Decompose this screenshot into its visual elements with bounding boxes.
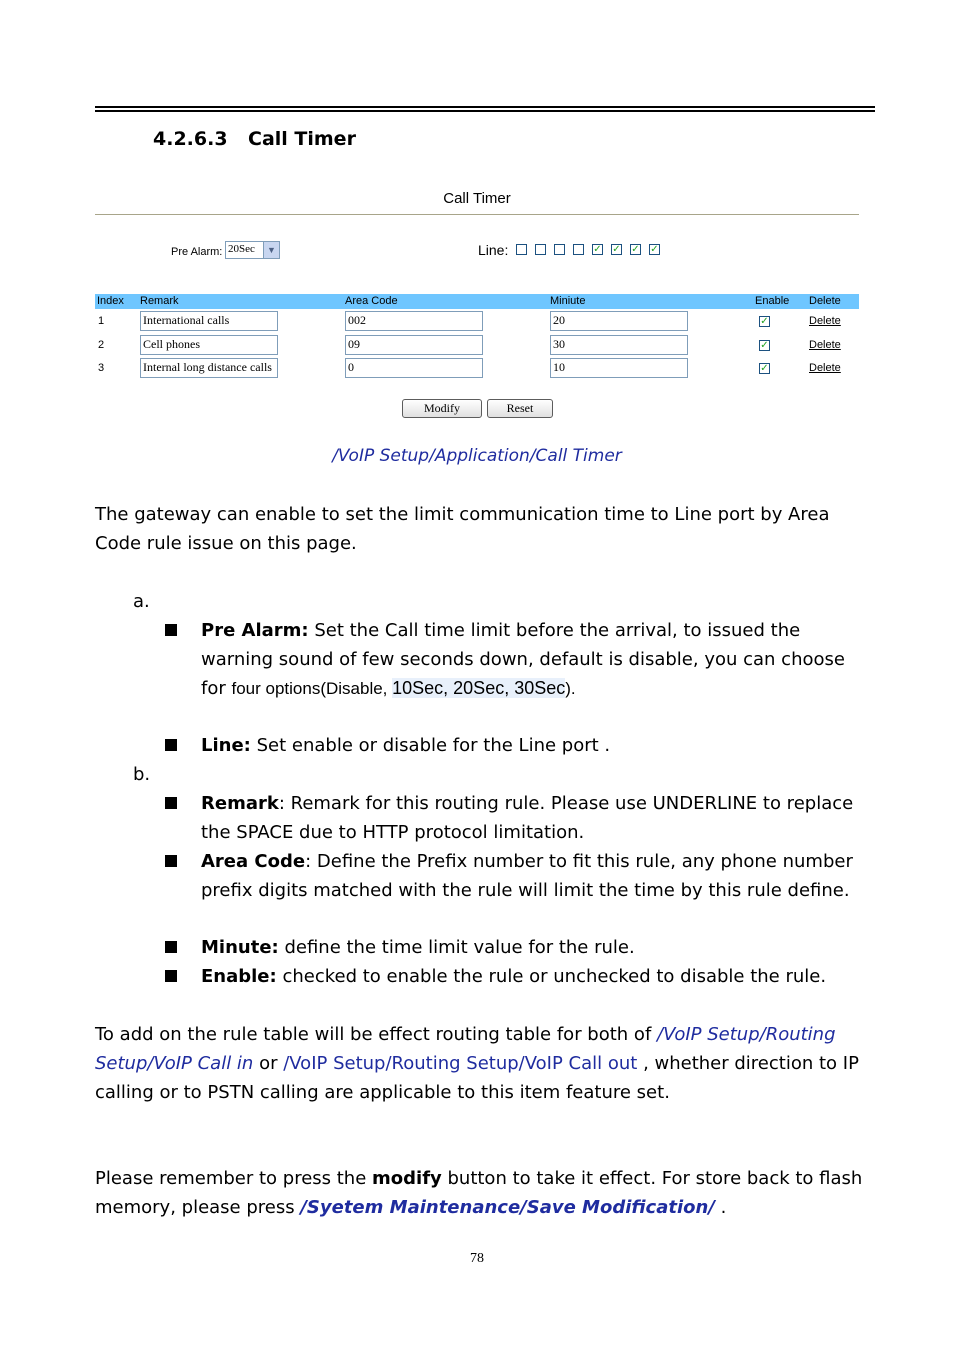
section-heading bbox=[153, 128, 356, 150]
remark-description bbox=[201, 789, 871, 847]
modify-term: modify bbox=[372, 1168, 442, 1189]
term: Enable: bbox=[201, 966, 277, 987]
text: . bbox=[714, 1197, 727, 1218]
header-minute: Miniute bbox=[550, 295, 586, 307]
save-modification-link[interactable]: /Syetem Maintenance/Save Modification/ bbox=[300, 1197, 715, 1218]
line-label: Line: bbox=[478, 242, 509, 258]
line-checkbox[interactable]: ✓ bbox=[650, 244, 659, 255]
options-highlight: 10Sec, 20Sec, 30Sec bbox=[392, 678, 566, 698]
bullet-icon bbox=[165, 941, 177, 953]
header-area-code: Area Code bbox=[345, 295, 398, 307]
header-remark: Remark bbox=[140, 295, 179, 307]
text: Please remember to press the bbox=[95, 1168, 373, 1189]
minute-input[interactable]: 10 bbox=[550, 358, 688, 378]
term: Area Code bbox=[201, 851, 306, 872]
row-index: 2 bbox=[98, 339, 105, 351]
delete-link[interactable]: Delete bbox=[809, 339, 841, 351]
routing-link-call-out[interactable]: /VoIP Setup/Routing Setup/VoIP Call out bbox=[283, 1053, 638, 1074]
remark-input[interactable]: Internal long distance calls bbox=[140, 358, 278, 378]
enable-checkbox[interactable]: ✓ bbox=[760, 363, 769, 374]
modify-button[interactable]: Modify bbox=[402, 399, 482, 418]
header-index: Index bbox=[97, 295, 124, 307]
bullet-icon bbox=[165, 855, 177, 867]
delete-link[interactable]: Delete bbox=[809, 362, 841, 374]
pre-alarm-select[interactable] bbox=[225, 241, 280, 259]
options-text: four options(Disable, bbox=[231, 679, 393, 698]
area-code-input[interactable]: 09 bbox=[345, 335, 483, 355]
top-rule bbox=[95, 106, 875, 108]
bullet-icon bbox=[165, 624, 177, 636]
remark-input[interactable]: Cell phones bbox=[140, 335, 278, 355]
screenshot-title: Call Timer bbox=[443, 190, 511, 207]
enable-checkbox[interactable]: ✓ bbox=[760, 316, 769, 327]
section-number: 4.2.6.3 bbox=[153, 128, 228, 150]
intro-paragraph: The gateway can enable to set the limit communication time to Line port by Area Code rule issue on this page. bbox=[95, 504, 830, 554]
line-checkbox[interactable]: ✓ bbox=[593, 244, 602, 255]
enable-description bbox=[201, 962, 871, 991]
delete-link[interactable]: Delete bbox=[809, 315, 841, 327]
desc: Set the Call time limit before the arrival, to issued the warning sound of few seconds down, default is disable, you can choose for bbox=[201, 620, 845, 699]
row-index: 3 bbox=[98, 362, 105, 374]
line-checkbox[interactable] bbox=[535, 244, 546, 255]
figure-caption: /VoIP Setup/Application/Call Timer bbox=[332, 446, 622, 466]
desc: : Remark for this routing rule. Please use UNDERLINE to replace the SPACE due to HTTP protocol limitation. bbox=[201, 793, 854, 843]
top-rule-second bbox=[95, 110, 875, 112]
term: Minute: bbox=[201, 937, 279, 958]
line-checkbox[interactable] bbox=[516, 244, 527, 255]
bullet-icon bbox=[165, 797, 177, 809]
pre-alarm-description bbox=[201, 616, 871, 703]
routing-paragraph bbox=[95, 1020, 875, 1107]
minute-description bbox=[201, 933, 871, 962]
line-checkbox[interactable]: ✓ bbox=[612, 244, 621, 255]
line-checkbox[interactable]: ✓ bbox=[631, 244, 640, 255]
line-checkbox[interactable] bbox=[573, 244, 584, 255]
list-label-a: a. bbox=[133, 591, 150, 612]
desc: checked to enable the rule or unchecked to disable the rule. bbox=[276, 966, 827, 987]
section-title: Call Timer bbox=[248, 128, 356, 150]
page-number: 78 bbox=[470, 1251, 484, 1266]
term: Remark bbox=[201, 793, 279, 814]
bullet-icon bbox=[165, 739, 177, 751]
bullet-icon bbox=[165, 970, 177, 982]
text: , whether direction to IP calling or to PSTN calling are applicable to this item feature set. bbox=[95, 1053, 859, 1103]
header-enable: Enable bbox=[755, 295, 790, 307]
text: button to take it effect. For store back to flash memory, please press bbox=[95, 1168, 863, 1218]
remember-paragraph bbox=[95, 1164, 875, 1222]
list-label-b: b. bbox=[133, 764, 151, 785]
desc: : Define the Prefix number to fit this rule, any phone number prefix digits matched with the rule will limit the time by this rule define. bbox=[201, 851, 853, 901]
area-code-description bbox=[201, 847, 871, 905]
chevron-down-icon[interactable]: ▼ bbox=[263, 242, 279, 258]
term: Pre Alarm: bbox=[201, 620, 309, 641]
text: or bbox=[253, 1053, 284, 1074]
area-code-input[interactable]: 002 bbox=[345, 311, 483, 331]
minute-input[interactable]: 20 bbox=[550, 311, 688, 331]
remark-input[interactable]: International calls bbox=[140, 311, 278, 331]
line-checkbox[interactable] bbox=[554, 244, 565, 255]
term: Line: bbox=[201, 735, 251, 756]
desc: define the time limit value for the rule. bbox=[278, 937, 635, 958]
table-header bbox=[95, 294, 859, 309]
header-delete: Delete bbox=[809, 295, 841, 307]
line-description bbox=[201, 731, 871, 760]
screenshot-divider bbox=[95, 214, 859, 215]
desc: Set enable or disable for the Line port . bbox=[250, 735, 611, 756]
routing-link-call-in[interactable]: /VoIP Setup/Routing Setup/VoIP Call in bbox=[95, 1024, 836, 1074]
minute-input[interactable]: 30 bbox=[550, 335, 688, 355]
options-end: ). bbox=[565, 679, 576, 698]
enable-checkbox[interactable]: ✓ bbox=[760, 340, 769, 351]
pre-alarm-label: Pre Alarm: bbox=[171, 246, 223, 258]
pre-alarm-value: 20Sec bbox=[228, 243, 255, 255]
area-code-input[interactable]: 0 bbox=[345, 358, 483, 378]
reset-button[interactable]: Reset bbox=[487, 399, 553, 418]
row-index: 1 bbox=[98, 315, 105, 327]
text: To add on the rule table will be effect routing table for both of bbox=[95, 1024, 658, 1045]
